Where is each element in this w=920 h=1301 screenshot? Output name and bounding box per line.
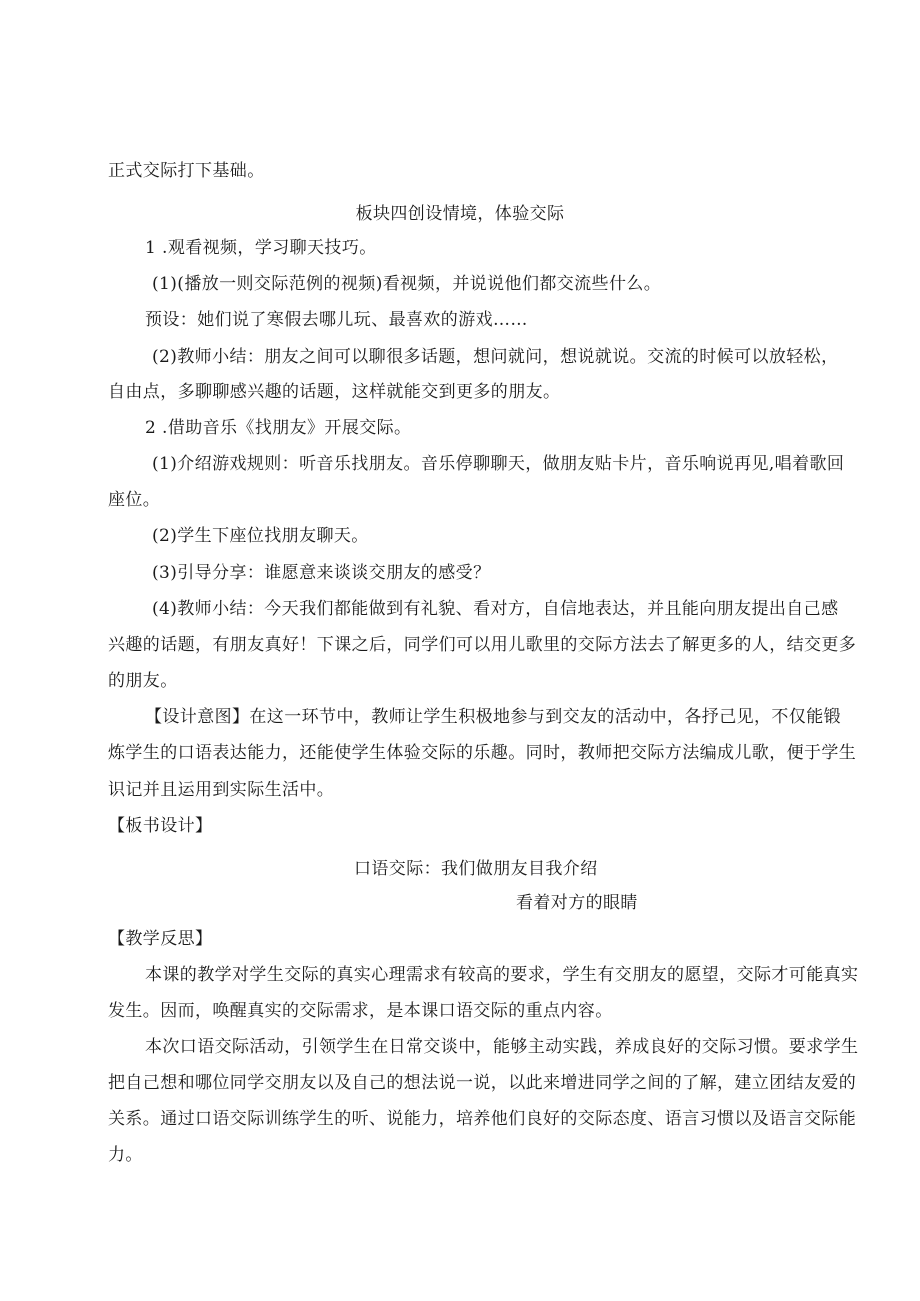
paragraph-line: 关系。通过口语交际训练学生的听、说能力，培养他们良好的交际态度、语言习惯以及语言交际能 (108, 1109, 857, 1129)
paragraph-line: 本课的教学对学生交际的真实心理需求有较高的要求，学生有交朋友的愿望，交际才可能真实 (145, 965, 859, 985)
paragraph-line: 发生。因而，唤醒真实的交际需求，是本课口语交际的重点内容。 (108, 1001, 613, 1021)
paragraph-line: 力。 (108, 1145, 143, 1165)
paragraph-line: 识记并且运用到实际生活中。 (108, 780, 335, 800)
paragraph-line: 正式交际打下基础。 (108, 161, 265, 181)
paragraph-line: 的朋友。 (108, 671, 178, 691)
board-design-subline: 看着对方的眼睛 (516, 893, 638, 913)
paragraph-line: 本次口语交际活动，引领学生在日常交谈中，能够主动实践，养成良好的交际习惯。要求学生 (145, 1037, 859, 1057)
paragraph-line: 1 .观看视频，学习聊天技巧。 (145, 238, 377, 258)
paragraph-line: (2)教师小结：朋友之间可以聊很多话题，想问就问，想说就说。交流的时候可以放轻松， (152, 347, 839, 367)
paragraph-line: 座位。 (108, 490, 161, 510)
paragraph-line: (4)教师小结：今天我们都能做到有礼貌、看对方，自信地表达，并且能向朋友提出自己感 (152, 599, 839, 619)
paragraph-line: 把自己想和哪位同学交朋友以及自己的想法说一说，以此来增进同学之间的了解，建立团结友爱的 (108, 1073, 857, 1093)
paragraph-line: 炼学生的口语表达能力，还能使学生体验交际的乐趣。同时，教师把交际方法编成儿歌，便于学生 (108, 743, 857, 763)
paragraph-line: 自由点，多聊聊感兴趣的话题，这样就能交到更多的朋友。 (108, 382, 561, 402)
board-design-title: 口语交际：我们做朋友目我介绍 (354, 859, 598, 879)
paragraph-line: (2)学生下座位找朋友聊天。 (152, 526, 369, 546)
section-heading: 板块四创设情境，体验交际 (355, 204, 565, 224)
paragraph-line: 【设计意图】在这一环节中，教师让学生积极地参与到交友的活动中，各抒己见，不仅能锻 (145, 707, 841, 727)
section-label: 【板书设计】 (108, 816, 213, 836)
paragraph-line: (1)(播放一则交际范例的视频)看视频，并说说他们都交流些什么。 (152, 274, 662, 294)
section-label: 【教学反思】 (108, 929, 213, 949)
paragraph-line: 2 .借助音乐《找朋友》开展交际。 (145, 418, 412, 438)
paragraph-line: 预设：她们说了寒假去哪儿玩、最喜欢的游戏…… (145, 310, 528, 330)
paragraph-line: (3)引导分享：谁愿意来谈谈交朋友的感受？ (152, 563, 491, 583)
paragraph-line: (1)介绍游戏规则：听音乐找朋友。音乐停聊聊天，做朋友贴卡片，音乐响说再见,唱着歌回 (152, 454, 845, 474)
paragraph-line: 兴趣的话题，有朋友真好！下课之后，同学们可以用儿歌里的交际方法去了解更多的人，结交更多 (108, 635, 857, 655)
